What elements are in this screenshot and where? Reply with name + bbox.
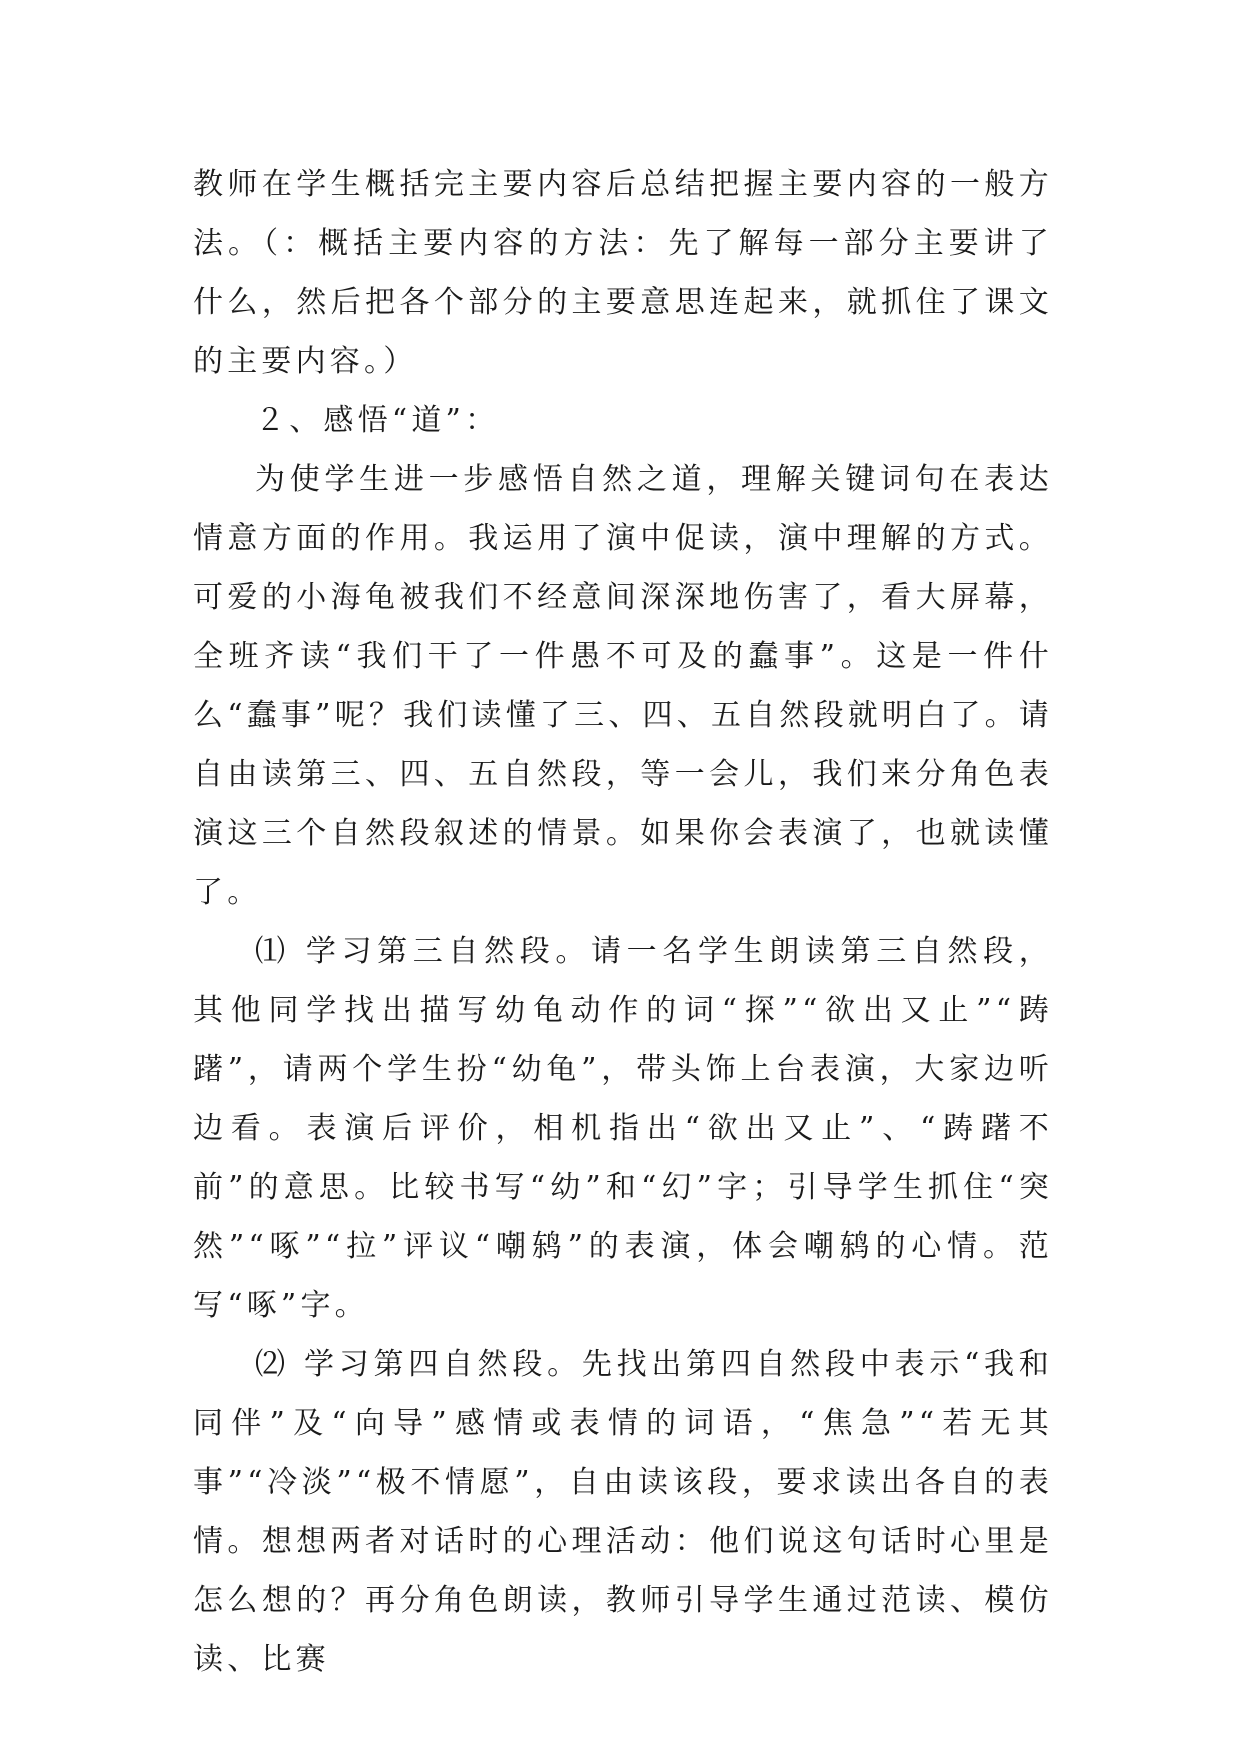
paragraph-understanding-dao: 为使学生进一步感悟自然之道，理解关键词句在表达情意方面的作用。我运用了演中促读，演中理解的方式。可爱的小海龟被我们不经意间深深地伤害了，看大屏幕，全班齐读“我们干了一件愚不可及的蠢事”。这是一件什么“蠢事”呢？我们读懂了三、四、五自然段就明白了。请自由读第三、四、五自然段，等一会儿，我们来分角色表演这三个自然段叙述的情景。如果你会表演了，也就读懂了。 bbox=[193, 462, 1053, 910]
paragraph-study-third-section: ⑴ 学习第三自然段。请一名学生朗读第三自然段，其他同学找出描写幼龟动作的词“探”“欲出又止”“踌躇”，请两个学生扮“幼龟”，带头饰上台表演，大家边听边看。表演后评价，相机指出“欲出又止”、“踌躇不前”的意思。比较书写“幼”和“幻”字；引导学生抓住“突然”“啄”“拉”评议“嘲鸫”的表演，体会嘲鸫的心情。范写“啄”字。 bbox=[193, 934, 1053, 1323]
paragraph-study-fourth-section: ⑵ 学习第四自然段。先找出第四自然段中表示“我和同伴”及“向导”感情或表情的词语，“焦急”“若无其事”“冷淡”“极不情愿”，自由读该段，要求读出各自的表情。想想两者对话时的心理活动：他们说这句话时心里是怎么想的？再分角色朗读，教师引导学生通过范读、模仿读、比赛 bbox=[193, 1347, 1053, 1677]
document-body bbox=[193, 155, 1053, 1689]
paragraph-summary-method: 教师在学生概括完主要内容后总结把握主要内容的一般方法。（：概括主要内容的方法：先了解每一部分主要讲了什么，然后把各个部分的主要意思连起来，就抓住了课文的主要内容。） bbox=[193, 167, 1053, 379]
section-heading-dao: ２、感悟“道”： bbox=[255, 403, 500, 438]
